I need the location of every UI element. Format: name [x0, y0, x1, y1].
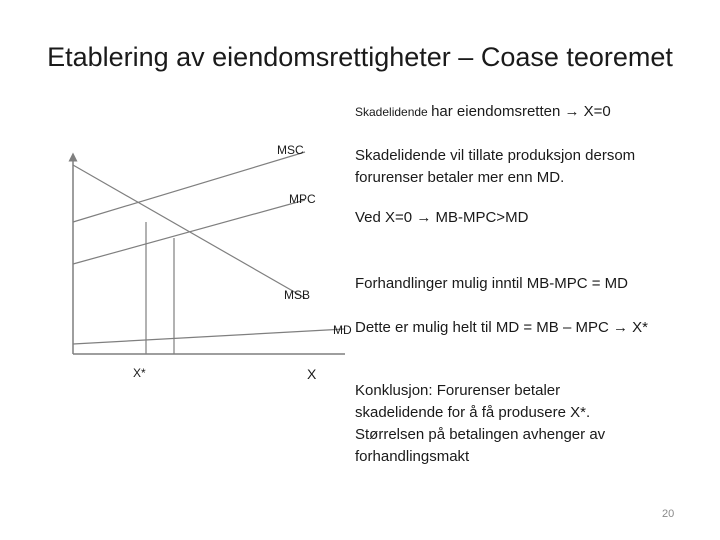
statement-possible-end: X*: [632, 319, 649, 336]
msc-label: MSC: [277, 143, 304, 157]
x-label: X: [307, 366, 317, 382]
msb-curve: [73, 165, 305, 298]
statement-x-zero-end: MB-MPC>MD: [431, 209, 529, 226]
msb-label: MSB: [284, 288, 311, 302]
arrow-icon: →: [416, 209, 432, 226]
msc-curve: [73, 152, 305, 222]
conclusion-text: Konklusjon: Forurenser betaler skadelidende for å få produsere X*. Størrelsen på betalingen avhenger av forhandlingsmakt: [355, 382, 606, 465]
slide-title: Etablering av eiendomsrettigheter – Coase teoremet: [47, 42, 673, 72]
statement-negotiation: Forhandlinger mulig inntil MB-MPC = MD: [355, 275, 629, 292]
statement-possible-start: Dette er mulig helt til MD = MB – MPC: [355, 319, 613, 336]
arrow-icon: →: [613, 319, 628, 336]
md-label: MD: [333, 323, 352, 337]
page-number: 20: [662, 508, 675, 520]
rights-prefix: Skadelidende: [355, 105, 432, 119]
statement-x-zero-start: Ved X=0: [355, 209, 417, 226]
mpc-label: MPC: [289, 192, 316, 206]
statement-tolerate: Skadelidende vil tillate produksjon dersom forurenser betaler mer enn MD.: [355, 147, 636, 186]
arrow-icon: →: [564, 103, 580, 120]
rights-result: X=0: [579, 103, 611, 120]
x-star-label: X*: [133, 366, 146, 380]
md-curve: [73, 329, 345, 344]
rights-suffix: har eiendomsretten: [431, 103, 561, 120]
